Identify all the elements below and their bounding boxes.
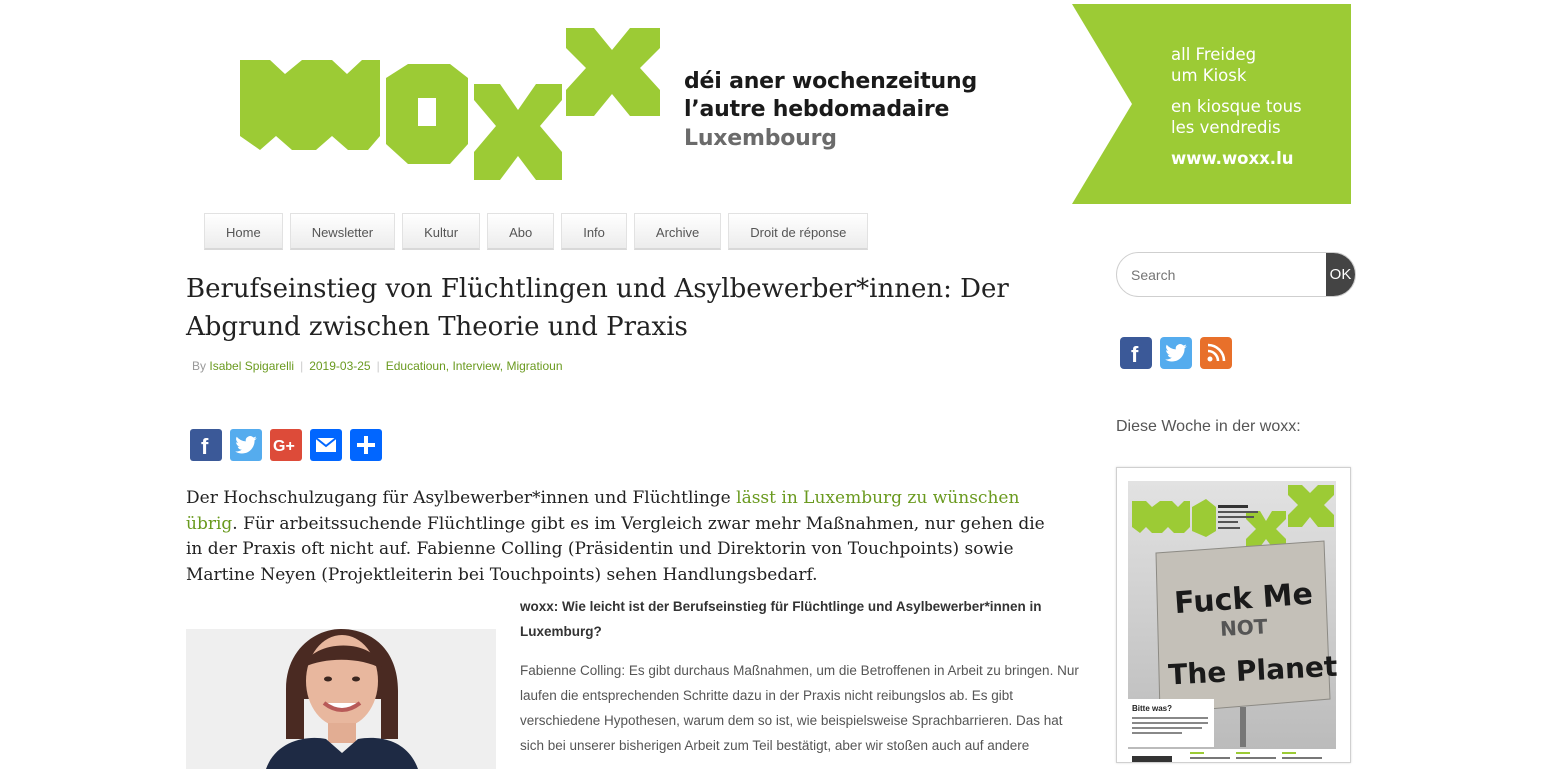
- by-label: By: [192, 359, 207, 373]
- share-facebook-icon[interactable]: [190, 429, 222, 461]
- category-link-migratioun[interactable]: Migratioun: [506, 359, 563, 373]
- nav-home[interactable]: Home: [204, 213, 283, 250]
- nav-abo[interactable]: Abo: [487, 213, 554, 250]
- banner-line3: en kiosque tous: [1171, 97, 1302, 116]
- cover-sign-line2: NOT: [1219, 614, 1269, 641]
- lead-text-2: . Für arbeitssuchende Flüchtlinge gibt es im Vergleich zwar mehr Maßnahmen, nur gehen die in der Praxis oft nicht auf. Fabienne Colling (Präsidentin und Direktorin von Touchpoints) sowie Martine Neyen (Projektleiterin bei Touchpoints) sehen Handlungsbedarf.: [186, 513, 1045, 585]
- category-link-interview[interactable]: Interview: [452, 359, 500, 373]
- search-ok-button[interactable]: OK: [1326, 253, 1355, 296]
- banner-line2: um Kiosk: [1171, 66, 1247, 85]
- share-email-icon[interactable]: [310, 429, 342, 461]
- interview-question: woxx: Wie leicht ist der Berufseinstieg für Flüchtlinge und Asylbewerber*innen in Luxemburg?: [520, 599, 1042, 639]
- banner-url[interactable]: www.woxx.lu: [1171, 149, 1294, 168]
- share-twitter-icon[interactable]: [230, 429, 262, 461]
- category-link-educatioun[interactable]: Educatioun: [385, 359, 446, 373]
- cover-sign-line3: The Planet: [1167, 649, 1339, 692]
- weekly-heading: Diese Woche in der woxx:: [1116, 418, 1301, 435]
- weekly-cover[interactable]: [1116, 467, 1351, 763]
- svg-text:f: f: [1131, 342, 1139, 364]
- search-input[interactable]: [1117, 253, 1326, 296]
- article-title: Berufseinstieg von Flüchtlingen und Asylbewerber*innen: Der Abgrund zwischen Theorie und Praxis: [186, 274, 1009, 342]
- interviewee-photo: [186, 629, 496, 769]
- banner-line4: les vendredis: [1171, 118, 1281, 137]
- lead-text-1: Der Hochschulzugang für Asylbewerber*innen und Flüchtlinge: [186, 488, 737, 508]
- nav-archive[interactable]: Archive: [634, 213, 721, 250]
- author-link[interactable]: Isabel Spigarelli: [209, 359, 295, 373]
- interview-answer: Fabienne Colling: Es gibt durchaus Maßnahmen, um die Betroffenen in Arbeit zu bringen. Nur laufen die entsprechenden Schritte dazu in der Praxis nicht reibungslos ab. Es gibt verschiedene Hypothesen, warum dem so ist, wie beispielsweise Sprachbarrieren. Das hat sich bei unserer bisherigen Arbeit zum Teil bestätigt, aber wir stoßen auch auf andere: [520, 663, 1079, 753]
- share-plus-icon[interactable]: [350, 429, 382, 461]
- lead-link[interactable]: lässt in Luxemburg zu wünschen übrig: [186, 488, 1020, 534]
- share-google-plus-icon[interactable]: [270, 429, 302, 461]
- cover-sign-line1: Fuck Me: [1173, 576, 1314, 622]
- article-lead: [186, 486, 1066, 588]
- banner-line1: all Freideg: [1171, 45, 1257, 64]
- date-link[interactable]: 2019-03-25: [309, 359, 371, 373]
- tagline-line3: Luxembourg: [684, 126, 837, 151]
- nav-newsletter[interactable]: Newsletter: [290, 213, 395, 250]
- kiosk-banner[interactable]: [1072, 4, 1351, 204]
- sidebar-facebook-icon[interactable]: [1120, 337, 1152, 369]
- nav-kultur[interactable]: Kultur: [402, 213, 480, 250]
- nav-info[interactable]: Info: [561, 213, 627, 250]
- sidebar-rss-icon[interactable]: [1200, 337, 1232, 369]
- banner-chevron: [1072, 4, 1134, 204]
- search-form: [1116, 252, 1356, 297]
- svg-text:f: f: [201, 434, 209, 456]
- nav-droit-de-reponse[interactable]: Droit de réponse: [728, 213, 868, 250]
- tagline-line2: l’autre hebdomadaire: [684, 97, 950, 122]
- main-nav: [204, 213, 868, 251]
- sidebar-twitter-icon[interactable]: [1160, 337, 1192, 369]
- svg-text:G+: G+: [273, 438, 295, 454]
- cover-caption: Bitte was?: [1132, 704, 1173, 713]
- woxx-logo[interactable]: [240, 26, 665, 186]
- tagline-line1: déi aner wochenzeitung: [684, 69, 977, 94]
- article-meta: By Isabel Spigarelli | 2019-03-25 | Educatioun, Interview, Migratioun: [192, 359, 563, 373]
